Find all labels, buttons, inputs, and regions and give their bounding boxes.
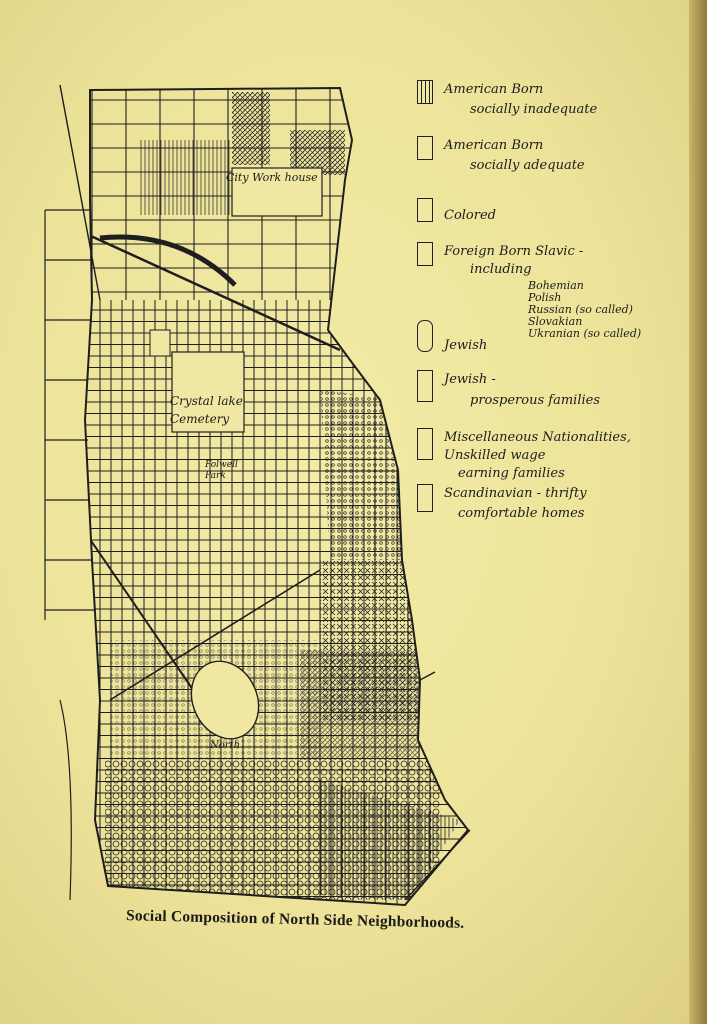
legend-line: comfortable homes: [458, 506, 585, 521]
slavic-subgroup: Slovakian: [528, 315, 583, 328]
legend-line: Jewish -: [444, 372, 496, 387]
crosses-swatch: [417, 370, 433, 402]
small-circles-swatch: [417, 242, 433, 266]
street-grid: [45, 88, 470, 910]
hash-marks-swatch: [417, 198, 433, 222]
map-caption: Social Composition of North Side Neighborhoods.: [125, 907, 465, 932]
legend-line: Colored: [444, 208, 496, 223]
legend-line: Scandinavian - thrifty: [444, 486, 587, 501]
equals-marks-swatch: [417, 136, 433, 160]
legend-line: American Born: [444, 82, 544, 97]
north-label: North: [210, 740, 241, 751]
legend-line: American Born: [444, 138, 544, 153]
diamonds-swatch: [417, 428, 433, 460]
slavic-subgroup: Ukranian (so called): [528, 327, 642, 340]
blank-swatch: [417, 484, 433, 512]
legend-line: socially adequate: [470, 158, 585, 173]
park-label: Folwell Park: [205, 460, 238, 481]
legend-line: including: [470, 262, 532, 277]
cemetery-label: Crystal lake Cemetery: [170, 394, 243, 426]
legend-line: Unskilled wage: [444, 448, 546, 463]
legend-line: prosperous families: [470, 393, 600, 408]
workhouse-label: City Work house: [226, 171, 318, 184]
legend-line: Foreign Born Slavic -: [444, 244, 584, 259]
legend-line: earning families: [458, 466, 565, 481]
legend-line: socially inadequate: [470, 102, 598, 117]
legend-line: Miscellaneous Nationalities,: [444, 430, 631, 445]
slavic-subgroup: Bohemian: [528, 279, 584, 292]
large-circles-swatch: [417, 320, 433, 352]
page-edge: [689, 0, 707, 1024]
slavic-subgroup: Polish: [528, 291, 562, 304]
slavic-subgroup: Russian (so called): [528, 303, 633, 316]
vertical-lines-swatch: [417, 80, 433, 104]
west-creek: [60, 700, 71, 900]
north-road: [60, 85, 100, 300]
legend-line: Jewish: [444, 338, 488, 353]
west-streets: [45, 210, 95, 610]
